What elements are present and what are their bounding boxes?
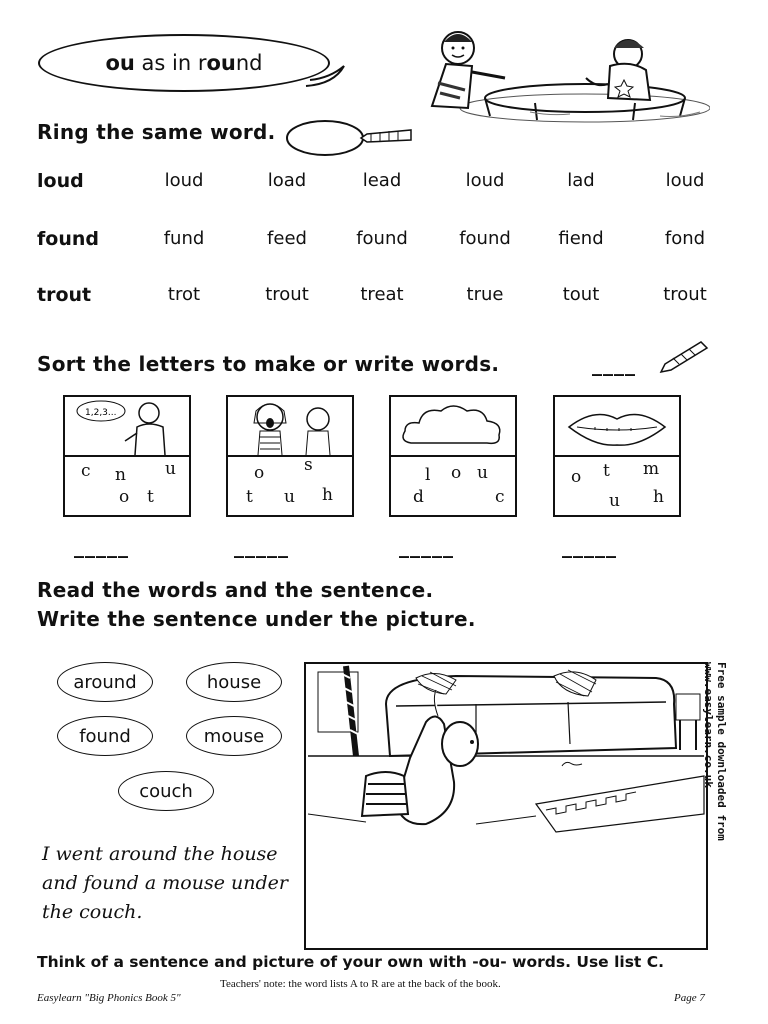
mouth-picture — [555, 397, 679, 457]
answer-blank-3[interactable]: _____ — [399, 534, 454, 558]
answer-blank-2[interactable]: _____ — [234, 534, 289, 558]
ring-option-word[interactable]: lad — [567, 170, 595, 191]
sentence-line-3: the couch. — [42, 901, 143, 923]
scrambled-letter: s — [304, 455, 313, 475]
ring-option-word[interactable]: tout — [562, 284, 600, 305]
cloud-picture — [391, 397, 515, 457]
ring-option-word[interactable]: lead — [362, 170, 402, 191]
letter-box-cloud — [389, 395, 517, 517]
footer-right: Page 7 — [674, 992, 705, 1004]
letter-box-shout — [226, 395, 354, 517]
footer-left: Easylearn "Big Phonics Book 5" — [37, 992, 181, 1004]
sentence-line-1: I went around the house — [42, 843, 278, 865]
ring-pencil-icon — [285, 118, 415, 160]
ring-option-word[interactable]: treat — [360, 284, 404, 305]
word-oval-around: around — [57, 662, 153, 702]
scrambled-letter: c — [81, 461, 91, 481]
scrambled-letter: o — [571, 467, 582, 487]
ring-option-word[interactable]: feed — [267, 228, 307, 249]
scrambled-letter: u — [609, 491, 620, 511]
word-oval-found: found — [57, 716, 153, 756]
scrambled-letter: m — [643, 459, 660, 479]
title-text: ou as in round — [105, 51, 263, 75]
scrambled-letter: l — [425, 465, 431, 485]
scrambled-letter: u — [477, 463, 488, 483]
example-blank: ____ — [592, 352, 636, 376]
bubble-tail — [300, 60, 350, 90]
answer-blank-4[interactable]: _____ — [562, 534, 617, 558]
ring-option-word[interactable]: trout — [265, 284, 309, 305]
scrambled-letter: h — [653, 487, 664, 507]
word-oval-couch: couch — [118, 771, 214, 811]
side-watermark: Free sample downloaded from www.easylearn.co.uk — [702, 662, 728, 841]
answer-blank-1[interactable]: _____ — [74, 534, 129, 558]
scrambled-letter: t — [603, 461, 610, 481]
ring-option-word[interactable]: found — [459, 228, 511, 249]
ring-option-word[interactable]: found — [356, 228, 408, 249]
merry-go-round-illustration — [410, 28, 710, 123]
scrambled-letter: t — [246, 487, 253, 507]
scrambled-letter: d — [413, 487, 424, 507]
word-oval-mouse: mouse — [186, 716, 282, 756]
ring-target-word: trout — [37, 284, 92, 306]
ring-option-word[interactable]: fund — [163, 228, 205, 249]
ring-option-word[interactable]: loud — [665, 170, 705, 191]
scrambled-letter: o — [451, 463, 462, 483]
letter-box-count — [63, 395, 191, 517]
sort-heading: Sort the letters to make or write words. — [37, 352, 500, 376]
scrambled-letter: u — [284, 487, 295, 507]
ring-option-word[interactable]: load — [267, 170, 307, 191]
ring-option-word[interactable]: loud — [164, 170, 204, 191]
ring-option-word[interactable]: trot — [167, 284, 201, 305]
speech-text: 1,2,3... — [85, 408, 117, 418]
picture-frame — [304, 662, 708, 950]
scrambled-letter: o — [254, 463, 265, 483]
ring-option-word[interactable]: fiend — [558, 228, 604, 249]
shout-picture — [228, 397, 352, 457]
read-heading-line2: Write the sentence under the picture. — [37, 607, 476, 631]
teachers-note: Teachers' note: the word lists A to R are at the back of the book. — [220, 978, 501, 990]
ring-option-word[interactable]: loud — [465, 170, 505, 191]
scrambled-letter: n — [115, 465, 126, 485]
own-sentence-heading: Think of a sentence and picture of your own with -ou- words. Use list C. — [37, 953, 665, 971]
pencil-icon — [655, 338, 709, 376]
word-oval-house: house — [186, 662, 282, 702]
scrambled-letter: o — [119, 487, 130, 507]
count-picture — [65, 397, 189, 457]
ring-heading: Ring the same word. — [37, 120, 276, 144]
read-heading-line1: Read the words and the sentence. — [37, 578, 434, 602]
ring-target-word: found — [37, 228, 99, 250]
letter-box-mouth — [553, 395, 681, 517]
scrambled-letter: c — [495, 487, 505, 507]
ring-option-word[interactable]: trout — [663, 284, 707, 305]
ring-option-word[interactable]: true — [466, 284, 504, 305]
ring-target-word: loud — [37, 170, 84, 192]
sentence-line-2: and found a mouse under — [42, 872, 288, 894]
scrambled-letter: h — [322, 485, 333, 505]
title-bubble — [38, 34, 330, 92]
scrambled-letter: t — [147, 487, 154, 507]
living-room-picture — [306, 664, 706, 834]
ring-option-word[interactable]: fond — [664, 228, 706, 249]
scrambled-letter: u — [165, 459, 176, 479]
